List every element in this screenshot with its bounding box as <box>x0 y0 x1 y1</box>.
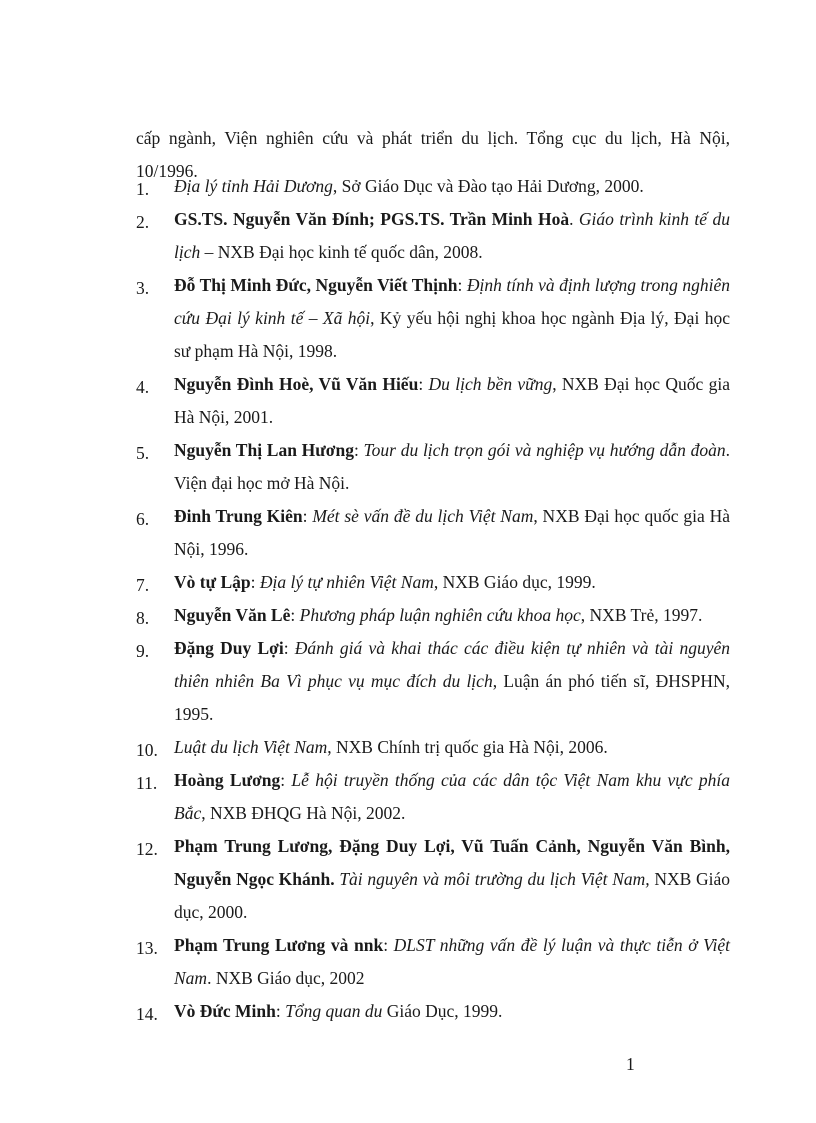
reference-rest: – NXB Đại học kinh tế quốc dân, 2008. <box>200 242 483 262</box>
reference-separator: . <box>569 209 579 229</box>
reference-item <box>136 170 730 203</box>
reference-authors: Đặng Duy Lợi <box>174 638 284 658</box>
reference-rest: , NXB Trẻ, 1997. <box>580 605 703 625</box>
reference-title: Giáo trình kinh tế du lịch <box>174 209 731 262</box>
reference-authors: Phạm Trung Lương, Đặng Duy Lợi, Vũ Tuấn Cảnh, Nguyễn Văn Bình, Nguyễn Ngọc Khánh. <box>174 836 730 889</box>
reference-authors: Hoàng Lương <box>174 770 281 790</box>
reference-separator: : <box>383 935 394 955</box>
reference-number: 3. <box>136 278 150 298</box>
reference-title: Mét sè vấn đề du lịch Việt Nam <box>312 506 534 526</box>
reference-number: 7. <box>136 575 150 595</box>
reference-separator: : <box>353 440 364 460</box>
page-number: 1 <box>626 1054 635 1074</box>
reference-authors: Vò Đức Minh <box>174 1001 276 1021</box>
reference-title: Phương pháp luận nghiên cứu khoa học <box>299 605 581 625</box>
reference-title: Định tính và định lượng trong nghiên cứu Đại lý kinh tế – Xã hội <box>174 275 730 328</box>
reference-title: Du lịch bền vững <box>428 374 553 394</box>
reference-rest: , NXB Đại học Quốc gia Hà Nội, 2001. <box>174 374 730 427</box>
reference-authors: Nguyễn Thị Lan Hương <box>174 440 354 460</box>
reference-rest: . NXB Giáo dục, 2002 <box>207 968 365 988</box>
reference-rest: , NXB ĐHQG Hà Nội, 2002. <box>201 803 406 823</box>
reference-number: 10. <box>136 740 158 760</box>
reference-number: 6. <box>136 509 150 529</box>
reference-title: Luật du lịch Việt Nam <box>174 737 328 757</box>
reference-list <box>136 170 730 1028</box>
reference-number: 8. <box>136 608 150 628</box>
reference-item <box>136 731 730 764</box>
reference-number: 4. <box>136 377 150 397</box>
reference-number: 9. <box>136 641 150 661</box>
reference-title: Tài nguyên và môi trường du lịch Việt Nam, <box>339 869 650 889</box>
reference-separator: : <box>250 572 260 592</box>
reference-rest: , Sở Giáo Dục và Đào tạo Hải Dương, 2000. <box>332 176 644 196</box>
reference-authors: Nguyễn Văn Lê <box>174 605 291 625</box>
reference-number: 11. <box>136 773 158 793</box>
reference-separator: : <box>457 275 467 295</box>
reference-separator: : <box>283 638 295 658</box>
reference-title: Tour du lịch trọn gói và nghiệp vụ hướng dẫn đoàn <box>363 440 726 460</box>
reference-item <box>136 368 730 434</box>
reference-number: 13. <box>136 938 158 958</box>
reference-title: Địa lý tự nhiên Việt Nam <box>259 572 434 592</box>
reference-rest: , NXB Giáo dục, 1999. <box>433 572 596 592</box>
reference-title: Lễ hội truyền thống của các dân tộc Việt Nam khu vực phía Bắc <box>174 770 730 823</box>
reference-separator: : <box>418 374 429 394</box>
reference-item <box>136 269 730 368</box>
reference-separator: : <box>290 605 300 625</box>
reference-item <box>136 500 730 566</box>
reference-rest: Giáo Dục, 1999. <box>382 1001 503 1021</box>
reference-rest: . Viện đại học mở Hà Nội. <box>174 440 730 493</box>
reference-separator: : <box>275 1001 286 1021</box>
reference-item <box>136 434 730 500</box>
reference-separator: : <box>302 506 313 526</box>
reference-item <box>136 203 730 269</box>
reference-number: 1. <box>136 179 150 199</box>
reference-rest: , Kỷ yếu hội nghị khoa học ngành Địa lý, Đại học sư phạm Hà Nội, 1998. <box>174 308 730 361</box>
reference-number: 14. <box>136 1004 158 1024</box>
reference-authors: GS.TS. Nguyễn Văn Đính; PGS.TS. Trần Minh Hoà <box>174 209 570 229</box>
reference-title: Tổng quan du <box>285 1001 383 1021</box>
reference-authors: Nguyễn Đình Hoè, Vũ Văn Hiếu <box>174 374 419 394</box>
reference-item <box>136 632 730 731</box>
reference-authors: Đinh Trung Kiên <box>174 506 303 526</box>
reference-separator: : <box>280 770 292 790</box>
reference-item <box>136 566 730 599</box>
reference-item <box>136 995 730 1028</box>
reference-authors: Phạm Trung Lương và nnk <box>174 935 384 955</box>
reference-rest: , Luận án phó tiến sĩ, ĐHSPHN, 1995. <box>174 671 730 724</box>
reference-authors: Đỗ Thị Minh Đức, Nguyễn Viết Thịnh <box>174 275 458 295</box>
reference-title: Đánh giá và khai thác các điều kiện tự nhiên và tài nguyên thiên nhiên Ba Vì phục vụ mục đích du lịch <box>174 638 730 691</box>
reference-rest: NXB Giáo dục, 2000. <box>174 869 731 922</box>
reference-title: Địa lý tỉnh Hải Dương <box>174 176 333 196</box>
reference-item <box>136 764 730 830</box>
intro-paragraph: cấp ngành, Viện nghiên cứu và phát triển du lịch. Tổng cục du lịch, Hà Nội, 10/1996. <box>136 127 730 181</box>
reference-number: 12. <box>136 839 158 859</box>
reference-rest: , NXB Đại học quốc gia Hà Nội, 1996. <box>174 506 730 559</box>
reference-title: DLST những vấn đề lý luận và thực tiễn ở Việt Nam <box>174 935 730 988</box>
reference-number: 2. <box>136 212 150 232</box>
reference-item <box>136 830 730 929</box>
reference-number: 5. <box>136 443 150 463</box>
reference-item <box>136 929 730 995</box>
reference-item <box>136 599 730 632</box>
reference-authors: Vò tự Lập <box>174 572 251 592</box>
reference-rest: , NXB Chính trị quốc gia Hà Nội, 2006. <box>327 737 608 757</box>
